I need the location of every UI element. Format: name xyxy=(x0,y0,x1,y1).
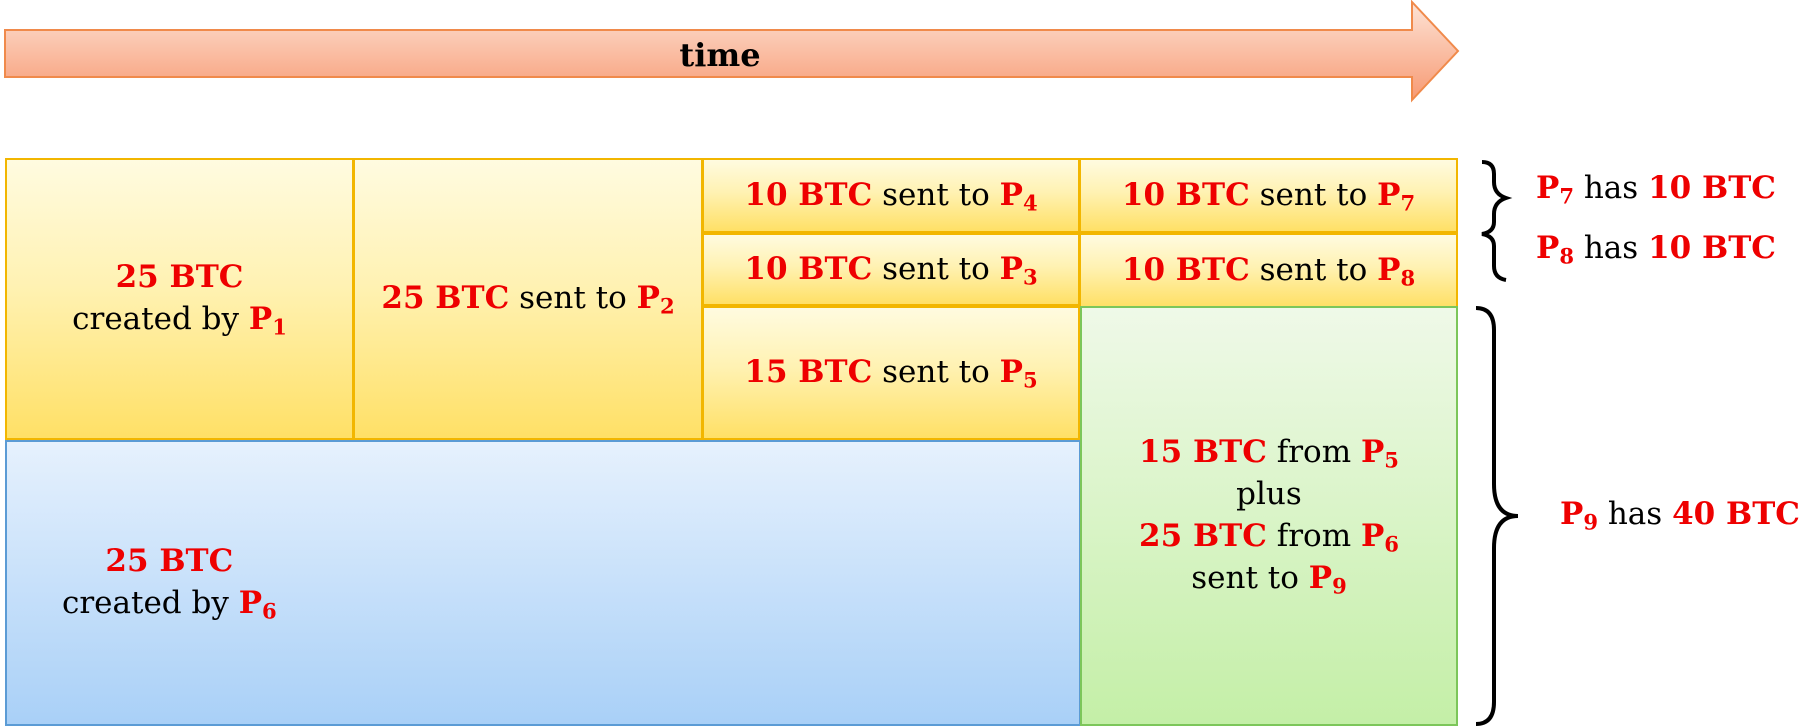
party-label: $P_3$ xyxy=(999,250,1038,289)
block-p2-sent xyxy=(353,158,703,440)
from-text: from xyxy=(1266,518,1361,554)
block-p6-created xyxy=(5,440,1081,726)
has-text: has xyxy=(1597,496,1673,532)
block-p7-sent xyxy=(1079,158,1458,233)
created-by-text: created by xyxy=(62,585,239,621)
block-p8-sent xyxy=(1079,233,1458,308)
brace-p9 xyxy=(1472,304,1532,728)
balance-p8 xyxy=(1536,230,1776,269)
block-p5-sent xyxy=(702,306,1080,440)
plus-text: plus xyxy=(1236,476,1302,513)
sent-to-text: sent to xyxy=(509,280,637,317)
balance-p7 xyxy=(1536,170,1776,209)
party-label: $P_1$ xyxy=(248,301,287,340)
amount: 25 BTC xyxy=(115,259,244,296)
sent-to-text: sent to xyxy=(1191,559,1309,596)
amount: 10 BTC xyxy=(1648,170,1776,206)
party-label: $P_2$ xyxy=(636,280,675,319)
sent-to-text: sent to xyxy=(872,176,1000,213)
brace-p7-p8 xyxy=(1478,158,1518,290)
time-label: time xyxy=(679,36,761,74)
party-label: $P_6$ xyxy=(238,585,277,624)
amount: 10 BTC xyxy=(1121,251,1250,288)
sent-to-text: sent to xyxy=(872,250,1000,287)
amount: 10 BTC xyxy=(744,250,873,287)
sent-to-text: sent to xyxy=(1249,251,1378,288)
amount: 25 BTC xyxy=(381,280,510,317)
amount: 10 BTC xyxy=(1648,230,1776,266)
amount: 10 BTC xyxy=(744,176,873,213)
party-label: $P_5$ xyxy=(1360,434,1399,473)
from-text: from xyxy=(1266,434,1361,471)
party-label: $P_7$ xyxy=(1536,170,1574,209)
party-label: $P_9$ xyxy=(1560,496,1598,535)
party-label: $P_4$ xyxy=(999,176,1038,215)
sent-to-text: sent to xyxy=(872,354,1000,391)
amount: 10 BTC xyxy=(1121,176,1250,213)
block-p3-sent xyxy=(702,233,1080,306)
block-p1-created xyxy=(5,158,354,440)
sent-to-text: sent to xyxy=(1249,176,1378,213)
amount: 40 BTC xyxy=(1672,496,1800,532)
balance-p9 xyxy=(1560,496,1800,535)
party-label: $P_9$ xyxy=(1308,559,1347,599)
party-label: $P_8$ xyxy=(1536,230,1574,269)
amount: 15 BTC xyxy=(744,354,873,391)
amount: 25 BTC xyxy=(1139,518,1267,554)
party-label: $P_6$ xyxy=(1360,518,1399,557)
amount: 25 BTC xyxy=(105,543,234,580)
block-p9-sent xyxy=(1080,306,1458,726)
has-text: has xyxy=(1573,230,1649,266)
party-label: $P_8$ xyxy=(1377,251,1416,290)
created-by-text: created by xyxy=(72,301,249,337)
has-text: has xyxy=(1573,170,1649,206)
block-p4-sent xyxy=(702,158,1080,233)
amount: 15 BTC xyxy=(1139,434,1267,471)
party-label: $P_5$ xyxy=(999,354,1038,393)
party-label: $P_7$ xyxy=(1377,176,1416,215)
